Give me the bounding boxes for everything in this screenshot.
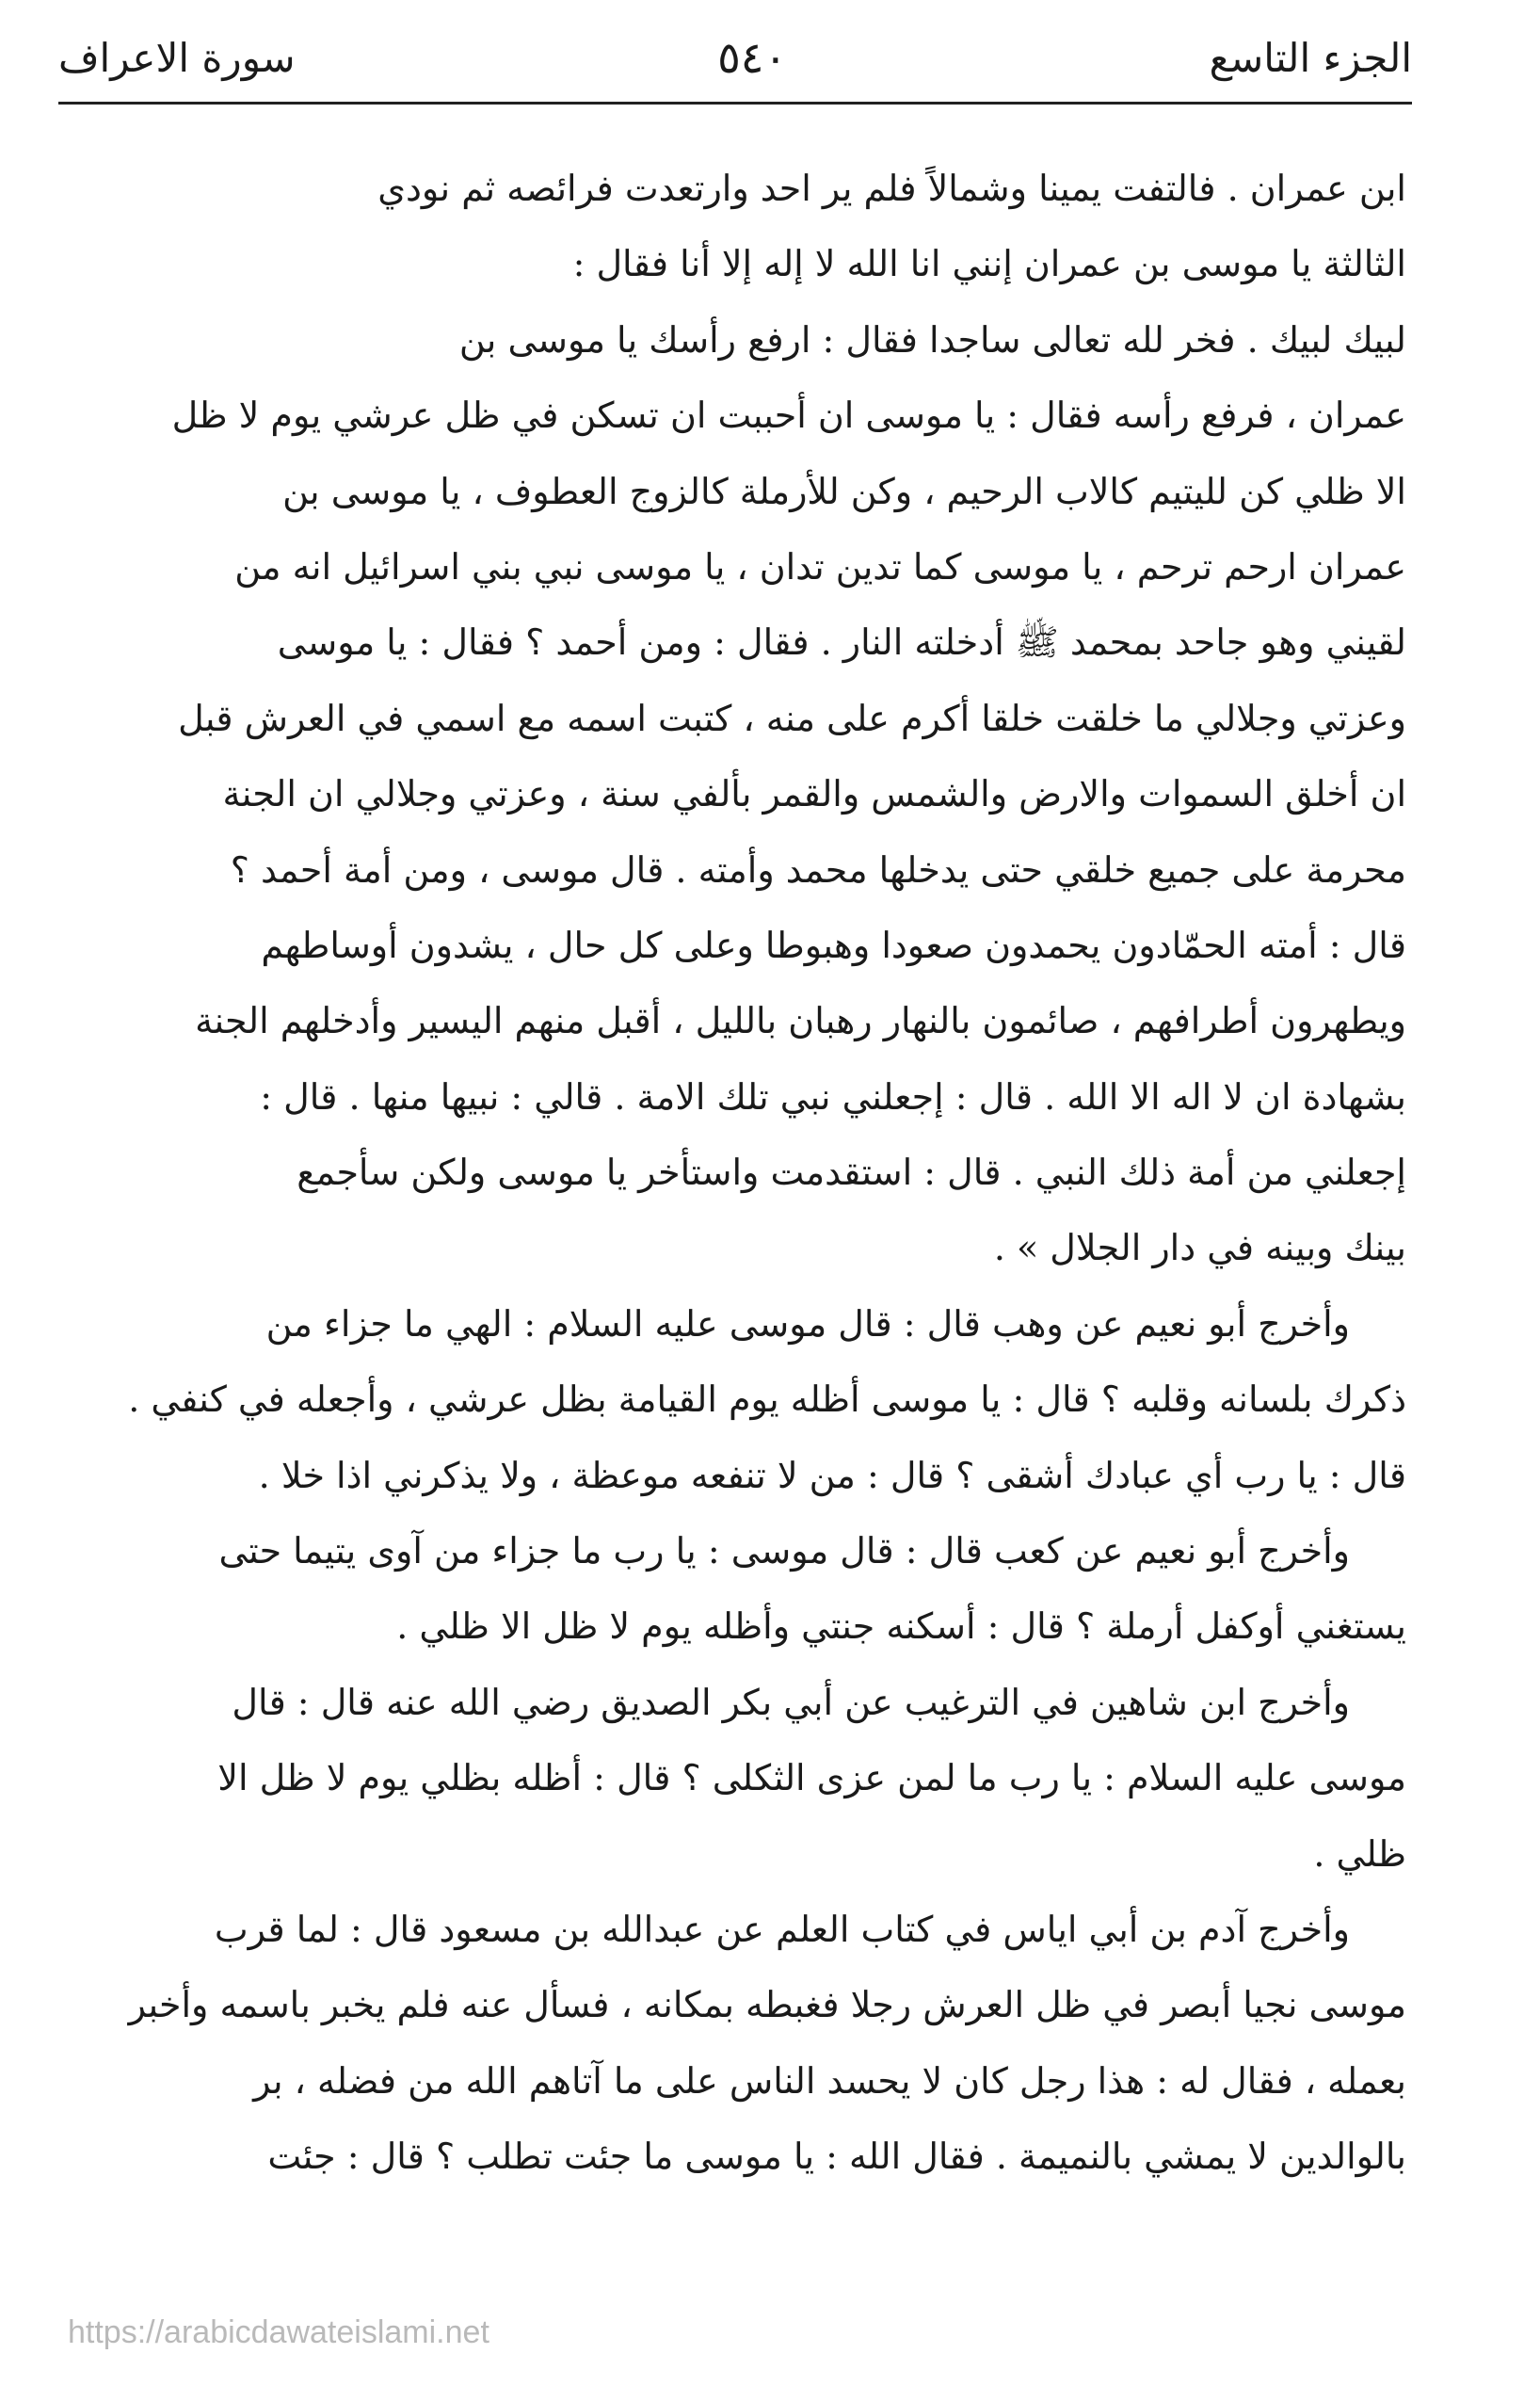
text-body [66,151,1406,2195]
page-number: ٥٤٠ [717,32,788,83]
text-line: ويطهرون أطرافهم ، صائمون بالنهار رهبان بالليل ، أقبل منهم اليسير وأدخلهم الجنة [195,1000,1406,1042]
text-line: وأخرج أبو نعيم عن وهب قال : قال موسى عليه السلام : الهي ما جزاء من [265,1302,1350,1345]
text-line: بشهادة ان لا اله الا الله . قال : إجعلني نبي تلك الامة . قالي : نبيها منها . قال : [260,1075,1406,1118]
text-line: بعمله ، فقال له : هذا رجل كان لا يحسد الناس على ما آتاهم الله من فضله ، بر [253,2059,1406,2102]
text-line: قال : يا رب أي عبادك أشقى ؟ قال : من لا تنفعه موعظة ، ولا يذكرني اذا خلا . [258,1454,1406,1496]
text-line: موسى عليه السلام : يا رب ما لمن عزى الثكلى ؟ قال : أظله بظلي يوم لا ظل الا [217,1757,1406,1799]
text-line: يستغني أوكفل أرملة ؟ قال : أسكنه جنتي وأظله يوم لا ظل الا ظلي . [396,1605,1406,1648]
text-line: بينك وبينه في دار الجلال » . [993,1227,1406,1269]
text-line: قال : أمته الحمّادون يحمدون صعودا وهبوطا وعلى كل حال ، يشدون أوساطهم [261,924,1406,966]
text-line: عمران ، فرفع رأسه فقال : يا موسى ان أحببت ان تسكن في ظل عرشي يوم لا ظل [171,395,1406,437]
text-line: وأخرج أبو نعيم عن كعب قال : قال موسى : يا رب ما جزاء من آوى يتيما حتى [218,1530,1350,1572]
text-line: لقيني وهو جاحد بمحمد ﷺ أدخلته النار . فقال : ومن أحمد ؟ فقال : يا موسى [277,621,1406,664]
text-line: ذكرك بلسانه وقلبه ؟ قال : يا موسى أظله يوم القيامة بظل عرشي ، وأجعله في كنفي . [128,1378,1406,1421]
text-line: وأخرج آدم بن أبي اياس في كتاب العلم عن عبدالله بن مسعود قال : لما قرب [214,1908,1350,1950]
text-line: محرمة على جميع خلقي حتى يدخلها محمد وأمته . قال موسى ، ومن أمة أحمد ؟ [230,848,1406,891]
text-line: لبيك لبيك . فخر لله تعالى ساجدا فقال : ارفع رأسك يا موسى بن [458,318,1406,361]
part-label: الجزء التاسع [1209,34,1412,81]
text-line: ان أخلق السموات والارض والشمس والقمر بألفي سنة ، وعزتي وجلالي ان الجنة [222,773,1406,815]
text-line: وأخرج ابن شاهين في الترغيب عن أبي بكر الصديق رضي الله عنه قال : قال [232,1681,1350,1723]
text-line: الا ظلي كن لليتيم كالاب الرحيم ، وكن للأرملة كالزوج العطوف ، يا موسى بن [282,470,1406,512]
header-divider [58,102,1412,105]
text-line: إجعلني من أمة ذلك النبي . قال : استقدمت واستأخر يا موسى ولكن سأجمع [297,1152,1406,1194]
text-line: وعزتي وجلالي ما خلقت خلقا أكرم على منه ، كتبت اسمه مع اسمي في العرش قبل [178,697,1406,739]
watermark-url: https://arabicdawateislami.net [68,2314,489,2350]
surah-title: سورة الاعراف [58,34,296,81]
text-line: موسى نجيا أبصر في ظل العرش رجلا فغبطه بمكانه ، فسأل عنه فلم يخبر باسمه وأخبر [128,1984,1406,2026]
text-line: بالوالدين لا يمشي بالنميمة . فقال الله : يا موسى ما جئت تطلب ؟ قال : جئت [267,2136,1406,2178]
text-line: ظلي . [1313,1832,1406,1875]
page-header [58,24,1412,90]
text-line: ابن عمران . فالتفت يمينا وشمالاً فلم ير احد وارتعدت فرائصه ثم نودي [377,168,1406,209]
text-line: عمران ارحم ترحم ، يا موسى كما تدين تدان ، يا موسى نبي بني اسرائيل انه من [234,545,1406,588]
text-line: الثالثة يا موسى بن عمران إنني انا الله لا إله إلا أنا فقال : [572,243,1406,285]
